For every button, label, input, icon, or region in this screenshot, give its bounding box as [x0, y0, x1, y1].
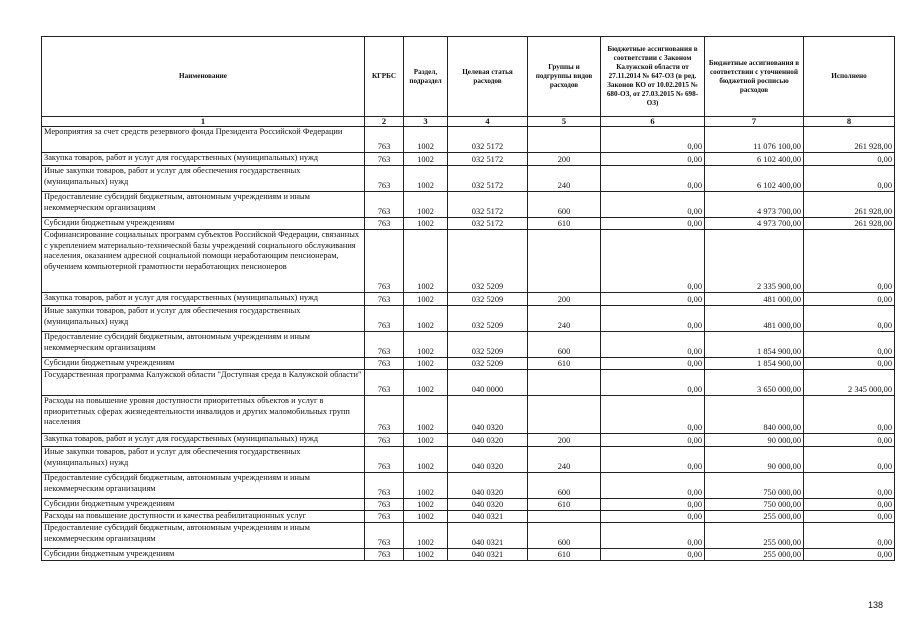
cell-executed-amount: 0,00	[804, 230, 895, 293]
cell-kgrbs: 763	[365, 218, 404, 230]
table-row	[42, 293, 895, 306]
column-number: 8	[804, 117, 895, 127]
cell-section: 1002	[404, 499, 448, 511]
cell-target: 032 5172	[448, 192, 528, 218]
cell-refined-amount: 481 000,00	[705, 293, 804, 306]
cell-section: 1002	[404, 511, 448, 523]
column-number: 1	[42, 117, 365, 127]
cell-kgrbs: 763	[365, 358, 404, 370]
cell-name: Расходы на повышение уровня доступности приоритетных объектов и услуг в приоритетных сферах жизнедеятельности инвалидов и других маломобильных групп населения	[42, 396, 365, 434]
table-header-row	[42, 37, 895, 117]
cell-kgrbs: 763	[365, 434, 404, 447]
cell-target: 040 0320	[448, 396, 528, 434]
header-executed: Исполнено	[804, 37, 895, 117]
cell-refined-amount: 3 650 000,00	[705, 370, 804, 396]
cell-section: 1002	[404, 293, 448, 306]
cell-group: 610	[528, 549, 601, 561]
cell-name: Предоставление субсидий бюджетным, автономным учреждениям и иным некоммерческим организациям	[42, 332, 365, 358]
cell-section: 1002	[404, 447, 448, 473]
table-row	[42, 396, 895, 434]
cell-executed-amount: 0,00	[804, 523, 895, 549]
column-number: 3	[404, 117, 448, 127]
table-row	[42, 166, 895, 192]
cell-group: 610	[528, 499, 601, 511]
cell-refined-amount: 2 335 900,00	[705, 230, 804, 293]
cell-name: Иные закупки товаров, работ и услуг для обеспечения государственных (муниципальных) нужд	[42, 306, 365, 332]
cell-law-amount: 0,00	[601, 230, 705, 293]
cell-section: 1002	[404, 153, 448, 166]
cell-group: 600	[528, 192, 601, 218]
cell-executed-amount: 261 928,00	[804, 192, 895, 218]
cell-group	[528, 396, 601, 434]
cell-law-amount: 0,00	[601, 370, 705, 396]
cell-name: Субсидии бюджетным учреждениям	[42, 218, 365, 230]
cell-kgrbs: 763	[365, 230, 404, 293]
cell-target: 040 0321	[448, 523, 528, 549]
cell-executed-amount: 0,00	[804, 511, 895, 523]
cell-kgrbs: 763	[365, 127, 404, 153]
cell-target: 032 5209	[448, 230, 528, 293]
cell-kgrbs: 763	[365, 192, 404, 218]
table-row	[42, 447, 895, 473]
cell-group: 610	[528, 218, 601, 230]
cell-refined-amount: 1 854 900,00	[705, 332, 804, 358]
cell-target: 040 0000	[448, 370, 528, 396]
cell-law-amount: 0,00	[601, 166, 705, 192]
cell-law-amount: 0,00	[601, 473, 705, 499]
cell-section: 1002	[404, 127, 448, 153]
cell-group: 610	[528, 358, 601, 370]
header-section: Раздел, подраздел	[404, 37, 448, 117]
cell-law-amount: 0,00	[601, 293, 705, 306]
cell-section: 1002	[404, 396, 448, 434]
cell-name: Мероприятия за счет средств резервного фонда Президента Российской Федерации	[42, 127, 365, 153]
cell-executed-amount: 0,00	[804, 332, 895, 358]
cell-executed-amount: 0,00	[804, 499, 895, 511]
table-row	[42, 127, 895, 153]
cell-kgrbs: 763	[365, 332, 404, 358]
column-number: 2	[365, 117, 404, 127]
cell-law-amount: 0,00	[601, 218, 705, 230]
cell-target: 032 5209	[448, 358, 528, 370]
cell-refined-amount: 6 102 400,00	[705, 166, 804, 192]
cell-section: 1002	[404, 523, 448, 549]
column-number: 6	[601, 117, 705, 127]
cell-group: 200	[528, 434, 601, 447]
column-number: 7	[705, 117, 804, 127]
table-row	[42, 230, 895, 293]
cell-name: Предоставление субсидий бюджетным, автономным учреждениям и иным некоммерческим организациям	[42, 523, 365, 549]
cell-executed-amount: 2 345 000,00	[804, 370, 895, 396]
cell-name: Закупка товаров, работ и услуг для государственных (муниципальных) нужд	[42, 293, 365, 306]
header-refined: Бюджетные ассигнования в соответствии с уточненной бюджетной росписью расходов	[705, 37, 804, 117]
cell-target: 032 5172	[448, 153, 528, 166]
column-number: 5	[528, 117, 601, 127]
cell-target: 040 0320	[448, 447, 528, 473]
table-body	[42, 127, 895, 561]
cell-group	[528, 127, 601, 153]
cell-law-amount: 0,00	[601, 434, 705, 447]
cell-executed-amount: 0,00	[804, 549, 895, 561]
budget-table	[41, 36, 895, 561]
cell-group	[528, 370, 601, 396]
cell-target: 032 5209	[448, 293, 528, 306]
table-row	[42, 434, 895, 447]
cell-executed-amount: 0,00	[804, 447, 895, 473]
cell-law-amount: 0,00	[601, 499, 705, 511]
cell-refined-amount: 840 000,00	[705, 396, 804, 434]
cell-refined-amount: 11 076 100,00	[705, 127, 804, 153]
cell-refined-amount: 90 000,00	[705, 434, 804, 447]
table-row	[42, 370, 895, 396]
cell-name: Расходы на повышение доступности и качества реабилитационных услуг	[42, 511, 365, 523]
cell-kgrbs: 763	[365, 447, 404, 473]
cell-target: 040 0320	[448, 434, 528, 447]
table-row	[42, 523, 895, 549]
cell-target: 032 5172	[448, 166, 528, 192]
cell-kgrbs: 763	[365, 473, 404, 499]
cell-name: Субсидии бюджетным учреждениям	[42, 499, 365, 511]
table-row	[42, 218, 895, 230]
header-kgrbs: КГРБС	[365, 37, 404, 117]
cell-section: 1002	[404, 358, 448, 370]
cell-kgrbs: 763	[365, 166, 404, 192]
cell-target: 032 5172	[448, 127, 528, 153]
cell-name: Предоставление субсидий бюджетным, автономным учреждениям и иным некоммерческим организациям	[42, 473, 365, 499]
cell-kgrbs: 763	[365, 511, 404, 523]
header-law: Бюджетные ассигнования в соответствии с Законом Калужской области от 27.11.2014 № 647-ОЗ (в ред. Законов КО от 10.02.2015 № 680-ОЗ, от 27.03.2015 № 698-ОЗ)	[601, 37, 705, 117]
cell-section: 1002	[404, 434, 448, 447]
cell-executed-amount: 0,00	[804, 396, 895, 434]
cell-refined-amount: 4 973 700,00	[705, 218, 804, 230]
header-name: Наименование	[42, 37, 365, 117]
cell-name: Софинансирование социальных программ субъектов Российской Федерации, связанных с укреплением материально-технической базы учреждений социального обслуживания населения, оказанием адресной социальной помощи неработающим пенсионерам, обучением компьютерной грамотности неработающих пенсионеров	[42, 230, 365, 293]
cell-law-amount: 0,00	[601, 127, 705, 153]
header-target: Целевая статья расходов	[448, 37, 528, 117]
cell-name: Закупка товаров, работ и услуг для государственных (муниципальных) нужд	[42, 434, 365, 447]
cell-group: 200	[528, 293, 601, 306]
cell-target: 040 0320	[448, 473, 528, 499]
cell-law-amount: 0,00	[601, 153, 705, 166]
table-row	[42, 358, 895, 370]
cell-law-amount: 0,00	[601, 447, 705, 473]
cell-refined-amount: 255 000,00	[705, 523, 804, 549]
cell-executed-amount: 0,00	[804, 434, 895, 447]
cell-law-amount: 0,00	[601, 332, 705, 358]
cell-kgrbs: 763	[365, 499, 404, 511]
cell-section: 1002	[404, 192, 448, 218]
cell-target: 040 0321	[448, 549, 528, 561]
cell-refined-amount: 1 854 900,00	[705, 358, 804, 370]
cell-group	[528, 511, 601, 523]
cell-kgrbs: 763	[365, 153, 404, 166]
table-row	[42, 511, 895, 523]
cell-name: Субсидии бюджетным учреждениям	[42, 549, 365, 561]
cell-kgrbs: 763	[365, 293, 404, 306]
header-groups: Группы и подгруппы видов расходов	[528, 37, 601, 117]
cell-kgrbs: 763	[365, 549, 404, 561]
cell-target: 032 5172	[448, 218, 528, 230]
cell-section: 1002	[404, 473, 448, 499]
column-number-row	[42, 117, 895, 127]
cell-refined-amount: 6 102 400,00	[705, 153, 804, 166]
cell-law-amount: 0,00	[601, 396, 705, 434]
cell-executed-amount: 0,00	[804, 306, 895, 332]
cell-section: 1002	[404, 370, 448, 396]
cell-group: 600	[528, 332, 601, 358]
cell-refined-amount: 255 000,00	[705, 511, 804, 523]
table-row	[42, 473, 895, 499]
cell-kgrbs: 763	[365, 306, 404, 332]
cell-name: Субсидии бюджетным учреждениям	[42, 358, 365, 370]
cell-refined-amount: 750 000,00	[705, 499, 804, 511]
cell-section: 1002	[404, 306, 448, 332]
table-row	[42, 306, 895, 332]
cell-law-amount: 0,00	[601, 192, 705, 218]
cell-law-amount: 0,00	[601, 511, 705, 523]
cell-executed-amount: 0,00	[804, 473, 895, 499]
cell-section: 1002	[404, 230, 448, 293]
cell-executed-amount: 261 928,00	[804, 218, 895, 230]
cell-refined-amount: 255 000,00	[705, 549, 804, 561]
page-number: 138	[868, 600, 884, 610]
cell-executed-amount: 0,00	[804, 153, 895, 166]
cell-name: Иные закупки товаров, работ и услуг для обеспечения государственных (муниципальных) нужд	[42, 447, 365, 473]
cell-group: 240	[528, 306, 601, 332]
cell-name: Государственная программа Калужской области "Доступная среда в Калужской области"	[42, 370, 365, 396]
table-row	[42, 332, 895, 358]
cell-executed-amount: 0,00	[804, 293, 895, 306]
cell-name: Иные закупки товаров, работ и услуг для обеспечения государственных (муниципальных) нужд	[42, 166, 365, 192]
cell-section: 1002	[404, 549, 448, 561]
cell-name: Предоставление субсидий бюджетным, автономным учреждениям и иным некоммерческим организациям	[42, 192, 365, 218]
cell-kgrbs: 763	[365, 396, 404, 434]
table-row	[42, 499, 895, 511]
cell-target: 032 5209	[448, 306, 528, 332]
cell-group: 240	[528, 166, 601, 192]
cell-refined-amount: 4 973 700,00	[705, 192, 804, 218]
cell-group: 600	[528, 523, 601, 549]
cell-kgrbs: 763	[365, 523, 404, 549]
cell-section: 1002	[404, 166, 448, 192]
cell-name: Закупка товаров, работ и услуг для государственных (муниципальных) нужд	[42, 153, 365, 166]
table-row	[42, 192, 895, 218]
cell-target: 040 0320	[448, 499, 528, 511]
cell-law-amount: 0,00	[601, 523, 705, 549]
cell-group: 200	[528, 153, 601, 166]
cell-law-amount: 0,00	[601, 306, 705, 332]
cell-refined-amount: 481 000,00	[705, 306, 804, 332]
cell-law-amount: 0,00	[601, 358, 705, 370]
cell-section: 1002	[404, 332, 448, 358]
cell-executed-amount: 0,00	[804, 166, 895, 192]
cell-group: 240	[528, 447, 601, 473]
cell-refined-amount: 90 000,00	[705, 447, 804, 473]
cell-law-amount: 0,00	[601, 549, 705, 561]
cell-group	[528, 230, 601, 293]
table-row	[42, 549, 895, 561]
cell-refined-amount: 750 000,00	[705, 473, 804, 499]
cell-executed-amount: 261 928,00	[804, 127, 895, 153]
cell-group: 600	[528, 473, 601, 499]
cell-section: 1002	[404, 218, 448, 230]
cell-executed-amount: 0,00	[804, 358, 895, 370]
column-number: 4	[448, 117, 528, 127]
cell-kgrbs: 763	[365, 370, 404, 396]
cell-target: 032 5209	[448, 332, 528, 358]
table-row	[42, 153, 895, 166]
cell-target: 040 0321	[448, 511, 528, 523]
